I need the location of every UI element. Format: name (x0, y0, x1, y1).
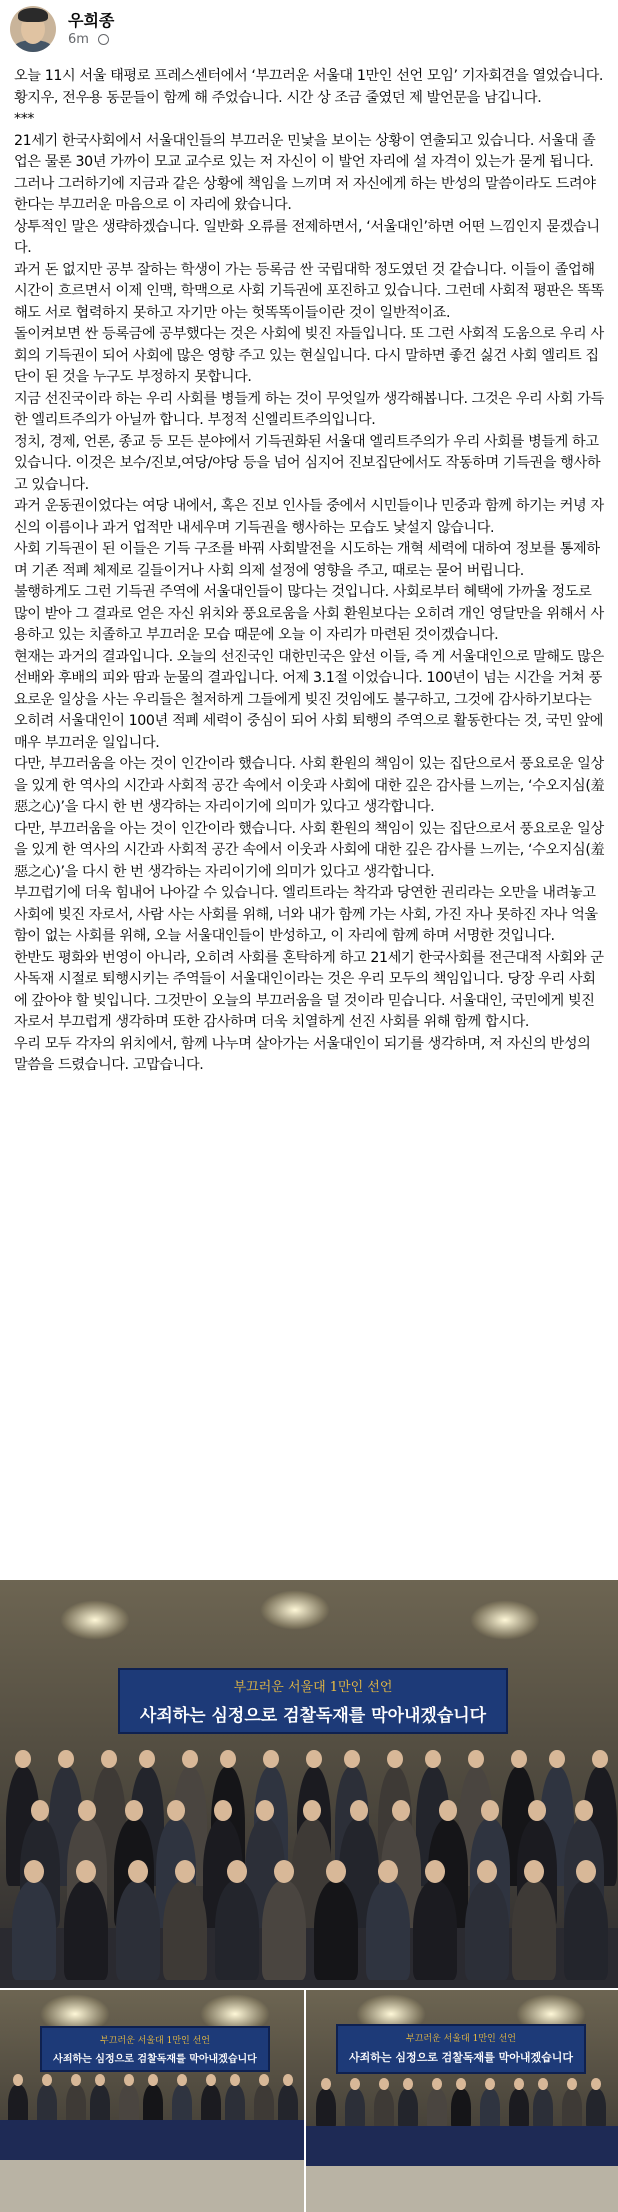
author-name[interactable]: 우희종 (68, 11, 115, 30)
post-timestamp[interactable]: 6m (68, 32, 89, 47)
person-head (13, 2074, 23, 2086)
person-head (387, 1750, 403, 1768)
person-head (511, 1750, 527, 1768)
person-silhouette (12, 1880, 56, 1980)
person-head (128, 1860, 148, 1883)
person-silhouette (512, 1880, 556, 1980)
person-silhouette (37, 2084, 57, 2124)
person-head (182, 1750, 198, 1768)
person-head (283, 2074, 293, 2086)
post-paragraph: 정치, 경제, 언론, 종교 등 모든 분야에서 기득권화된 서울대 엘리트주의가 우리 사회를 병들게 하고 있습니다. 이것은 보수/진보,여당/야당 등을 넘어 심지어 진보집단에서도 작동하며 기득권을 행사하고 있습니다. (14, 433, 603, 493)
person-head (42, 2074, 52, 2086)
person-head (306, 1750, 322, 1768)
post-paragraph: 다만, 부끄러움을 아는 것이 인간이라 했습니다. 사회 환원의 책임이 있는 집단으로서 풍요로운 일상을 있게 한 역사의 시간과 사회적 공간 속에서 이웃과 사회에 대한 깊은 감사를 느끼는, ‘수오지심(羞惡之心)’을 다시 한 번 생각하는 자리이기에 의미가 있다고 생각합니다. (14, 756, 605, 815)
photo-group-main[interactable] (0, 1580, 618, 1988)
person-head (95, 2074, 105, 2086)
avatar-hair (18, 8, 48, 22)
post-paragraph: 오늘 11시 서울 태평로 프레스센터에서 ‘부끄러운 서울대 1만인 선언 모임’ 기자회견을 열었습니다. 황지우, 전우용 동문들이 함께 해 주었습니다. 시간 상 조금 줄였던 제 발언문을 남깁니다. (14, 68, 608, 106)
person-head (514, 2078, 524, 2090)
person-silhouette (314, 1880, 358, 1980)
person-head (549, 1750, 565, 1768)
person-head (220, 1750, 236, 1768)
photo-crowd (0, 1730, 618, 1980)
person-head (167, 1800, 185, 1821)
person-head (538, 2078, 548, 2090)
person-head (350, 1800, 368, 1821)
person-head (148, 2074, 158, 2086)
photo-table (306, 2126, 618, 2166)
person-silhouette (451, 2088, 471, 2128)
person-head (344, 1750, 360, 1768)
light-fixture (60, 1600, 130, 1640)
photo-table (0, 2120, 304, 2160)
post-paragraph: 과거 돈 없지만 공부 잘하는 학생이 가는 등록금 싼 국립대학 정도였던 것 같습니다. 이들이 졸업해 시간이 흐르면서 이제 인맥, 학맥으로 사회 기득권에 포진하고 있습니다. 그런데 사회적 평판은 똑똑해도 서로 협력하지 못하고 자기만 아는 헛똑똑이들이란 것이 일반적이죠. (14, 261, 604, 321)
post-paragraph: 우리 모두 각자의 위치에서, 함께 나누며 살아가는 서울대인이 되기를 생각하며, 저 자신의 반성의 말씀을 드렸습니다. 고맙습니다. (14, 1035, 595, 1073)
person-head (378, 1860, 398, 1883)
person-head (139, 1750, 155, 1768)
banner-subtitle: 부끄러운 서울대 1만인 선언 (406, 2034, 516, 2044)
post-paragraph: 21세기 한국사회에서 서울대인들의 부끄러운 민낯을 보이는 상황이 연출되고 있습니다. 서울대 졸업은 물론 30년 가까이 모교 교수로 있는 저 자신이 이 발언 자리에 설 자격이 있는가 묻게 됩니다. 그러나 그러하기에 지금과 같은 상황에 책임을 느끼며 저 자신에게 하는 반성의 말씀이라도 드려야 한다는 부끄러운 마음으로 이 자리에 왔습니다. (14, 132, 600, 213)
person-head (71, 2074, 81, 2086)
person-head (379, 2078, 389, 2090)
light-fixture (260, 1590, 330, 1630)
post-paragraph: 과거 운동권이었다는 여당 내에서, 혹은 진보 인사들 중에서 시민들이나 민중과 함께 하기는 커녕 자신의 이름이나 과거 업적만 내세우며 기득권을 행사하는 모습도 낯설지 않습니다. (14, 498, 604, 536)
person-head (78, 1800, 96, 1821)
person-silhouette (427, 2088, 447, 2128)
person-head (425, 1750, 441, 1768)
post-paragraph: 다만, 부끄러움을 아는 것이 인간이라 했습니다. 사회 환원의 책임이 있는 집단으로서 풍요로운 일상을 있게 한 역사의 시간과 사회적 공간 속에서 이웃과 사회에 대한 깊은 감사를 느끼는, ‘수오지심(羞惡之心)’을 다시 한 번 생각하는 자리이기에 의미가 있다고 생각합니다. (14, 820, 605, 880)
person-head (403, 2078, 413, 2090)
person-head (485, 2078, 495, 2090)
banner-title: 사죄하는 심정으로 검찰독재를 막아내겠습니다 (53, 2054, 257, 2065)
post-paragraph: 한반도 평화와 번영이 아니라, 오히려 사회를 혼탁하게 하고 21세기 한국사회를 전근대적 사회와 군사독재 시절로 퇴행시키는 주역들이 서울대인이라는 것은 우리 모두의 책임입니다. 당장 우리 사회에 갚아야 할 빚입니다. 그것만이 오늘의 부끄러움을 덜 것이라 믿습니다. 서울대인, 국민에게 빚진 자로서 부끄럽게 생각하며 또한 감사하며 더욱 치열하게 선진 사회를 위해 함께 합시다. (14, 949, 604, 1030)
person-silhouette (586, 2088, 606, 2128)
person-silhouette (413, 1880, 457, 1980)
person-silhouette (254, 2084, 274, 2124)
person-head (524, 1860, 544, 1883)
post-header (0, 0, 618, 58)
person-head (175, 1860, 195, 1883)
post-paragraph: 부끄럽기에 더욱 힘내어 나아갈 수 있습니다. 엘리트라는 착각과 당연한 권리라는 오만을 내려놓고 사회에 빚진 자로서, 사람 사는 사회를 위해, 너와 내가 함께 가는 사회, 가진 자나 못하진 자나 억울함이 없는 사회를 위해, 오늘 서울대인들이 반성하고, 이 자리에 함께 하며 서명한 것입니다. (14, 885, 600, 944)
person-silhouette (509, 2088, 529, 2128)
post-text (14, 66, 606, 1077)
person-head (392, 1800, 410, 1821)
globe-icon (98, 34, 109, 45)
banner-title: 사죄하는 심정으로 검찰독재를 막아내겠습니다 (139, 1706, 487, 1726)
person-head (259, 2074, 269, 2086)
post-paragraph: 현재는 과거의 결과입니다. 오늘의 선진국인 대한민국은 앞선 이들, 즉 게 서울대인으로 말해도 많은 선배와 후배의 피와 땀과 눈물의 결과입니다. 어제 3.1절 이었습니다. 100년이 넘는 시간을 거쳐 풍요로운 일상을 사는 우리들은 철저하게 그들에게 빚진 것임에도 불구하고, 그것에 감사하기보다는 오히려 서울대인이 100년 적폐 세력이 중심이 되어 사회 퇴행의 주역으로 활동한다는 것, 국민 앞에 매우 부끄러운 일입니다. (14, 648, 608, 751)
event-banner (40, 2026, 270, 2072)
person-head (230, 2074, 240, 2086)
person-silhouette (562, 2088, 582, 2128)
person-silhouette (215, 1880, 259, 1980)
person-silhouette (8, 2084, 28, 2124)
avatar[interactable] (10, 6, 56, 52)
person-head (227, 1860, 247, 1883)
person-head (321, 2078, 331, 2090)
person-head (15, 1750, 31, 1768)
person-head (76, 1860, 96, 1883)
post-paragraph: 지금 선진국이라 하는 우리 사회를 병들게 하는 것이 무엇일까 생각해봅니다. 그것은 우리 사회 가득한 엘리트주의가 아닐까 합니다. 부정적 신엘리트주의입니다. (14, 390, 604, 428)
person-silhouette (533, 2088, 553, 2128)
photo-floor (306, 2166, 618, 2212)
photo-press-right[interactable] (306, 1990, 618, 2212)
post-paragraph: 돌이켜보면 싼 등록금에 공부했다는 것은 사회에 빚진 자들입니다. 또 그런 사회적 도움으로 우리 사회의 기득권이 되어 사회에 많은 영향 주고 있는 현실입니다. 다시 말하면 좋건 싫건 사회 엘리트 집단이 된 것을 누구도 부정하지 못합니다. (14, 326, 604, 385)
person-silhouette (374, 2088, 394, 2128)
post-paragraph: *** (14, 111, 35, 127)
event-banner (336, 2024, 586, 2074)
banner-subtitle: 부끄러운 서울대 1만인 선언 (100, 2036, 210, 2046)
post-paragraph: 상투적인 말은 생략하겠습니다. 일반화 오류를 전제하면서, ‘서울대인’하면 어떤 느낌인지 묻겠습니다. (14, 218, 600, 256)
post-meta (68, 32, 109, 47)
person-silhouette (119, 2084, 139, 2124)
person-silhouette (163, 1880, 207, 1980)
person-head (124, 2074, 134, 2086)
light-fixture (470, 1600, 540, 1640)
person-head (24, 1860, 44, 1883)
person-silhouette (262, 1880, 306, 1980)
person-head (528, 1800, 546, 1821)
person-head (303, 1800, 321, 1821)
person-head (274, 1860, 294, 1883)
person-head (481, 1800, 499, 1821)
post-paragraph: 사회 기득권이 된 이들은 기득 구조를 바꿔 사회발전을 시도하는 개혁 세력에 대하여 정보를 통제하며 기존 적폐 체제로 길들이거나 사회 의제 설정에 영향을 주고, 때로는 묻어 버립니다. (14, 541, 600, 579)
photo-floor (0, 2160, 304, 2212)
person-head (591, 2078, 601, 2090)
person-head (432, 2078, 442, 2090)
photo-press-left[interactable] (0, 1990, 304, 2212)
person-silhouette (66, 2084, 86, 2124)
person-head (31, 1800, 49, 1821)
person-head (263, 1750, 279, 1768)
person-silhouette (116, 1880, 160, 1980)
person-silhouette (316, 2088, 336, 2128)
person-head (101, 1750, 117, 1768)
person-silhouette (398, 2088, 418, 2128)
person-head (575, 1800, 593, 1821)
person-silhouette (201, 2084, 221, 2124)
banner-subtitle: 부끄러운 서울대 1만인 선언 (233, 1680, 393, 1695)
person-head (326, 1860, 346, 1883)
person-silhouette (225, 2084, 245, 2124)
person-head (592, 1750, 608, 1768)
person-silhouette (564, 1880, 608, 1980)
banner-title: 사죄하는 심정으로 검찰독재를 막아내겠습니다 (348, 2051, 573, 2064)
person-head (58, 1750, 74, 1768)
person-silhouette (64, 1880, 108, 1980)
person-silhouette (278, 2084, 298, 2124)
person-head (256, 1800, 274, 1821)
person-head (576, 1860, 596, 1883)
person-head (206, 2074, 216, 2086)
event-banner (118, 1668, 508, 1734)
person-silhouette (480, 2088, 500, 2128)
person-head (567, 2078, 577, 2090)
person-head (214, 1800, 232, 1821)
person-silhouette (172, 2084, 192, 2124)
person-head (468, 1750, 484, 1768)
person-head (177, 2074, 187, 2086)
person-head (456, 2078, 466, 2090)
person-head (125, 1800, 143, 1821)
person-head (425, 1860, 445, 1883)
person-silhouette (465, 1880, 509, 1980)
person-silhouette (143, 2084, 163, 2124)
person-head (350, 2078, 360, 2090)
person-head (477, 1860, 497, 1883)
person-head (439, 1800, 457, 1821)
person-silhouette (90, 2084, 110, 2124)
post-paragraph: 불행하게도 그런 기득권 주역에 서울대인들이 많다는 것입니다. 사회로부터 혜택에 가까울 정도로 많이 받아 그 결과로 얻은 자신 위치와 풍요로움을 사회 환원보다는 오히려 개인 영달만을 위해서 사용하고 있는 치졸하고 부끄러운 모습 때문에 오늘 이 자리가 마련된 것이겠습니다. (14, 584, 604, 643)
person-silhouette (345, 2088, 365, 2128)
person-silhouette (366, 1880, 410, 1980)
